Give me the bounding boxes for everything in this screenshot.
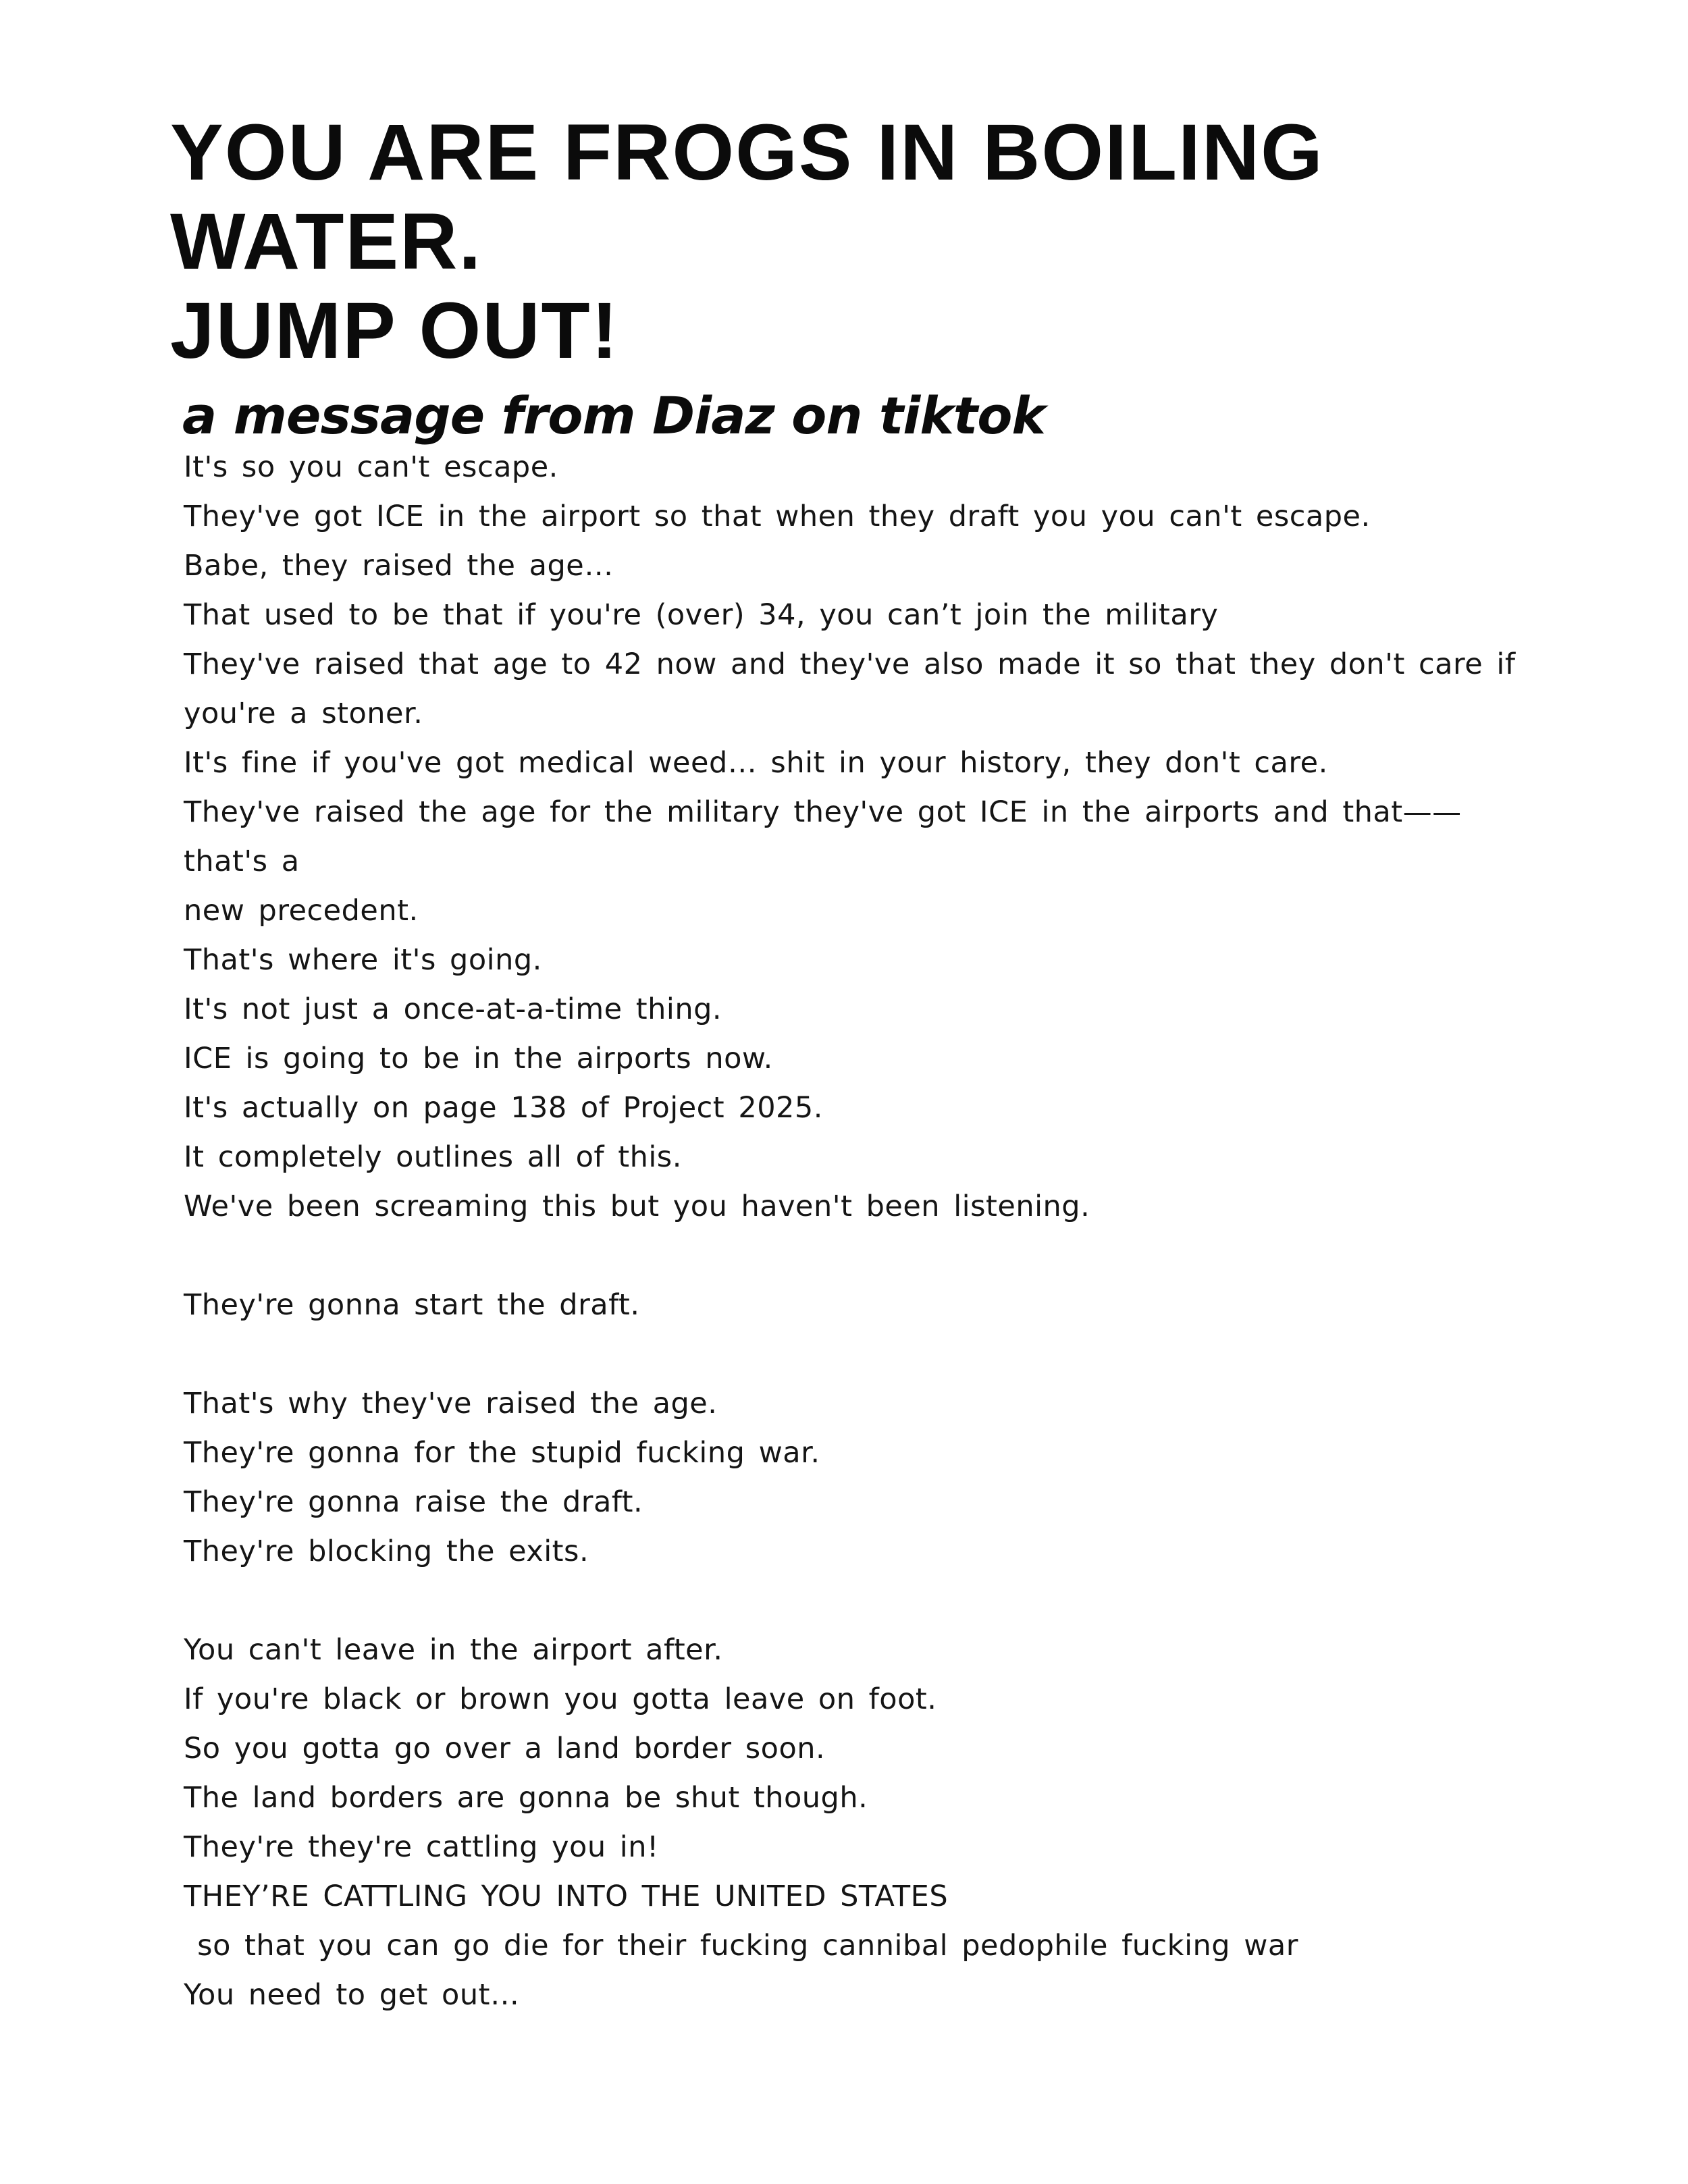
text-line: So you gotta go over a land border soon. bbox=[184, 1732, 826, 1765]
text-line: so that you can go die for their fucking cannibal pedophile fucking war bbox=[184, 1929, 1298, 1963]
page-title bbox=[170, 108, 1575, 375]
text-line: Babe, they raised the age… bbox=[184, 549, 614, 583]
text-line: The land borders are gonna be shut though. bbox=[184, 1781, 868, 1815]
paragraph-break bbox=[184, 1231, 1534, 1281]
text-line: It's not just a once-at-a-time thing. bbox=[184, 992, 722, 1026]
text-line: THEY’RE CATTLING YOU INTO THE UNITED STATES bbox=[184, 1880, 949, 1913]
text-line: That's why they've raised the age. bbox=[184, 1387, 718, 1420]
document-header bbox=[170, 108, 1575, 448]
text-line: It's so you can't escape. bbox=[184, 450, 558, 484]
text-line: you're a stoner. bbox=[184, 697, 423, 730]
title-line-2: JUMP OUT! bbox=[170, 286, 619, 375]
text-line: They're they're cattling you in! bbox=[184, 1830, 659, 1864]
text-line: They've got ICE in the airport so that when they draft you you can't escape. bbox=[184, 500, 1371, 533]
text-line: They're blocking the exits. bbox=[184, 1535, 589, 1568]
text-line: It completely outlines all of this. bbox=[184, 1140, 682, 1174]
title-line-1: YOU ARE FROGS IN BOILING WATER. bbox=[170, 108, 1324, 286]
text-line: It's actually on page 138 of Project 2025. bbox=[184, 1091, 823, 1125]
text-line: They've raised the age for the military they've got ICE in the airports and that—— that's a bbox=[184, 795, 1462, 878]
page-subtitle: a message from Diaz on tiktok bbox=[182, 385, 1045, 446]
text-line: They're gonna raise the draft. bbox=[184, 1485, 643, 1519]
text-line: It's fine if you've got medical weed… shit in your history, they don't care. bbox=[184, 746, 1328, 780]
text-line: new precedent. bbox=[184, 894, 419, 928]
text-line: We've been screaming this but you haven't been listening. bbox=[184, 1190, 1090, 1223]
document-body bbox=[184, 443, 1534, 2020]
text-line: That used to be that if you're (over) 34, you can’t join the military bbox=[184, 598, 1219, 632]
text-line: They're gonna start the draft. bbox=[184, 1288, 640, 1322]
paragraph-break bbox=[184, 1330, 1534, 1379]
text-line: If you're black or brown you gotta leave on foot. bbox=[184, 1682, 937, 1716]
text-line: They've raised that age to 42 now and they've also made it so that they don't care if bbox=[184, 647, 1516, 681]
text-line: You can't leave in the airport after. bbox=[184, 1633, 723, 1667]
text-line: ICE is going to be in the airports now. bbox=[184, 1042, 773, 1075]
text-line: They're gonna for the stupid fucking war. bbox=[184, 1436, 820, 1470]
paragraph-break bbox=[184, 1576, 1534, 1626]
text-line: That's where it's going. bbox=[184, 943, 542, 977]
text-line: You need to get out… bbox=[184, 1978, 520, 2012]
